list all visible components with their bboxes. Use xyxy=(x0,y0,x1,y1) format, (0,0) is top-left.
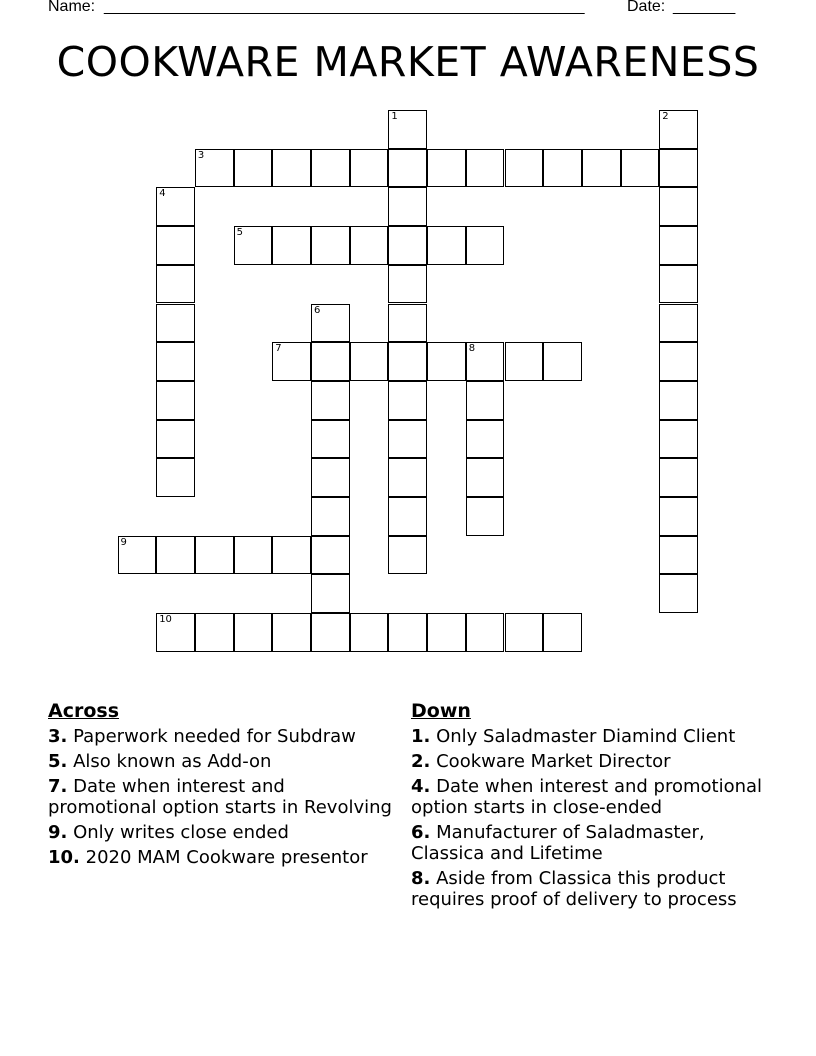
clue-number: 8 xyxy=(468,343,476,355)
grid-cell[interactable] xyxy=(659,149,698,188)
grid-cell[interactable] xyxy=(156,536,195,575)
grid-cell[interactable] xyxy=(388,458,427,497)
clue-number: 3. xyxy=(48,726,68,747)
grid-cell[interactable] xyxy=(505,613,544,652)
grid-cell[interactable] xyxy=(234,226,273,265)
clue-number: 2. xyxy=(411,751,431,772)
across-clue xyxy=(48,822,393,843)
grid-cell[interactable] xyxy=(388,613,427,652)
across-heading: Across xyxy=(48,700,120,722)
grid-cell[interactable] xyxy=(311,574,350,613)
across-clue-list xyxy=(48,726,393,868)
grid-cell[interactable] xyxy=(272,613,311,652)
grid-cell[interactable] xyxy=(156,265,195,304)
grid-cell[interactable] xyxy=(156,304,195,343)
grid-cell[interactable] xyxy=(466,458,505,497)
grid-cell[interactable] xyxy=(311,497,350,536)
grid-cell[interactable] xyxy=(427,226,466,265)
grid-cell[interactable] xyxy=(272,149,311,188)
grid-cell[interactable] xyxy=(659,574,698,613)
grid-cell[interactable] xyxy=(466,149,505,188)
grid-cell[interactable] xyxy=(388,381,427,420)
clue-number: 3 xyxy=(197,149,205,161)
clue-text: Cookware Market Director xyxy=(436,751,671,772)
grid-cell[interactable] xyxy=(311,342,350,381)
grid-cell[interactable] xyxy=(659,265,698,304)
grid-cell[interactable] xyxy=(195,536,234,575)
grid-cell[interactable] xyxy=(156,458,195,497)
grid-cell[interactable] xyxy=(311,226,350,265)
grid-cell[interactable] xyxy=(505,342,544,381)
clue-text: Only writes close ended xyxy=(73,822,289,843)
grid-cell[interactable] xyxy=(659,497,698,536)
down-clues xyxy=(411,700,771,914)
grid-cell[interactable] xyxy=(388,265,427,304)
grid-cell[interactable] xyxy=(466,342,505,381)
grid-cell[interactable] xyxy=(388,420,427,459)
grid-cell[interactable] xyxy=(156,381,195,420)
down-heading: Down xyxy=(411,700,471,722)
down-clue xyxy=(411,776,771,818)
clue-number: 1. xyxy=(411,726,431,747)
grid-cell[interactable] xyxy=(156,420,195,459)
grid-cell[interactable] xyxy=(427,613,466,652)
grid-cell[interactable] xyxy=(311,536,350,575)
clue-number: 7 xyxy=(275,343,282,355)
grid-cell[interactable] xyxy=(466,420,505,459)
grid-cell[interactable] xyxy=(659,342,698,381)
grid-cell[interactable] xyxy=(388,497,427,536)
down-clue xyxy=(411,751,771,772)
grid-cell[interactable] xyxy=(466,613,505,652)
grid-cell[interactable] xyxy=(156,342,195,381)
grid-cell[interactable] xyxy=(659,304,698,343)
date-label: Date: xyxy=(627,0,666,15)
grid-cell[interactable] xyxy=(388,536,427,575)
grid-cell[interactable] xyxy=(543,149,582,188)
clue-number: 6 xyxy=(314,304,321,316)
clue-number: 5 xyxy=(236,227,243,239)
grid-cell[interactable] xyxy=(466,381,505,420)
grid-cell[interactable] xyxy=(156,187,195,226)
clue-text: Paperwork needed for Subdraw xyxy=(73,726,356,747)
grid-cell[interactable] xyxy=(195,613,234,652)
grid-cell[interactable] xyxy=(466,226,505,265)
grid-cell[interactable] xyxy=(311,458,350,497)
clue-number: 2 xyxy=(662,111,669,122)
grid-cell[interactable] xyxy=(350,613,389,652)
across-clue xyxy=(48,726,393,747)
clue-text: 2020 MAM Cookware presentor xyxy=(85,847,368,868)
grid-cell[interactable] xyxy=(195,149,234,188)
across-clue xyxy=(48,776,393,818)
grid-cell[interactable] xyxy=(621,149,660,188)
down-clue xyxy=(411,726,771,747)
grid-cell[interactable] xyxy=(505,149,544,188)
grid-cell[interactable] xyxy=(543,342,582,381)
clue-number: 9. xyxy=(48,822,68,843)
clue-number: 9 xyxy=(120,536,127,548)
down-clue xyxy=(411,868,771,910)
grid-cell[interactable] xyxy=(234,613,273,652)
grid-cell[interactable] xyxy=(350,149,389,188)
grid-cell[interactable] xyxy=(311,613,350,652)
grid-cell[interactable] xyxy=(659,187,698,226)
clue-number: 1 xyxy=(391,111,398,122)
grid-cell[interactable] xyxy=(311,304,350,343)
grid-cell[interactable] xyxy=(388,149,427,188)
grid-cell[interactable] xyxy=(272,536,311,575)
clue-number: 7. xyxy=(48,776,68,797)
clue-text: Only Saladmaster Diamind Client xyxy=(436,726,736,747)
clue-text: Aside from Classica this product requires proof of delivery to process xyxy=(411,868,737,910)
clue-number: 10. xyxy=(48,847,80,868)
name-label: Name: xyxy=(48,0,96,15)
across-clue xyxy=(48,751,393,772)
grid-cell[interactable] xyxy=(156,226,195,265)
grid-cell[interactable] xyxy=(272,342,311,381)
clue-text: Date when interest and promotional option starts in close-ended xyxy=(411,776,763,818)
grid-cell[interactable] xyxy=(156,613,195,652)
clue-number: 8. xyxy=(411,868,431,889)
grid-cell[interactable] xyxy=(118,536,157,575)
down-clue-list xyxy=(411,726,771,910)
grid-cell[interactable] xyxy=(466,497,505,536)
grid-cell[interactable] xyxy=(234,536,273,575)
down-clue xyxy=(411,822,771,864)
clue-number: 4 xyxy=(159,188,166,200)
grid-cell[interactable] xyxy=(659,110,698,149)
grid-cell[interactable] xyxy=(388,110,427,149)
grid-cell[interactable] xyxy=(582,149,621,188)
grid-cell[interactable] xyxy=(311,420,350,459)
puzzle-title: COOKWARE MARKET AWARENESS xyxy=(56,38,760,86)
clue-number: 10 xyxy=(159,614,172,626)
clue-text: Also known as Add-on xyxy=(73,751,272,772)
across-clue xyxy=(48,847,393,868)
clue-number: 4. xyxy=(411,776,431,797)
grid-cell[interactable] xyxy=(659,458,698,497)
grid-cell[interactable] xyxy=(543,613,582,652)
grid-cell[interactable] xyxy=(427,149,466,188)
grid-cell[interactable] xyxy=(388,342,427,381)
grid-cell[interactable] xyxy=(311,149,350,188)
clue-text: Date when interest and promotional option starts in Revolving xyxy=(48,776,392,818)
grid-cell[interactable] xyxy=(272,226,311,265)
grid-cell[interactable] xyxy=(427,342,466,381)
across-clues xyxy=(48,700,393,872)
grid-cell[interactable] xyxy=(234,149,273,188)
grid-cell[interactable] xyxy=(311,381,350,420)
grid-cell[interactable] xyxy=(659,536,698,575)
grid-cell[interactable] xyxy=(350,342,389,381)
grid-cell[interactable] xyxy=(350,226,389,265)
grid-cell[interactable] xyxy=(659,420,698,459)
clue-number: 6. xyxy=(411,822,431,843)
grid-cell[interactable] xyxy=(388,187,427,226)
grid-cell[interactable] xyxy=(659,381,698,420)
grid-cell[interactable] xyxy=(659,226,698,265)
clue-text: Manufacturer of Saladmaster, Classica and Lifetime xyxy=(411,822,705,864)
grid-cell[interactable] xyxy=(388,304,427,343)
grid-cell[interactable] xyxy=(388,226,427,265)
clue-number: 5. xyxy=(48,751,68,772)
name-blank-line[interactable]: ______________________________________________________ xyxy=(104,0,585,15)
date-blank-line[interactable]: _______ xyxy=(673,0,736,15)
